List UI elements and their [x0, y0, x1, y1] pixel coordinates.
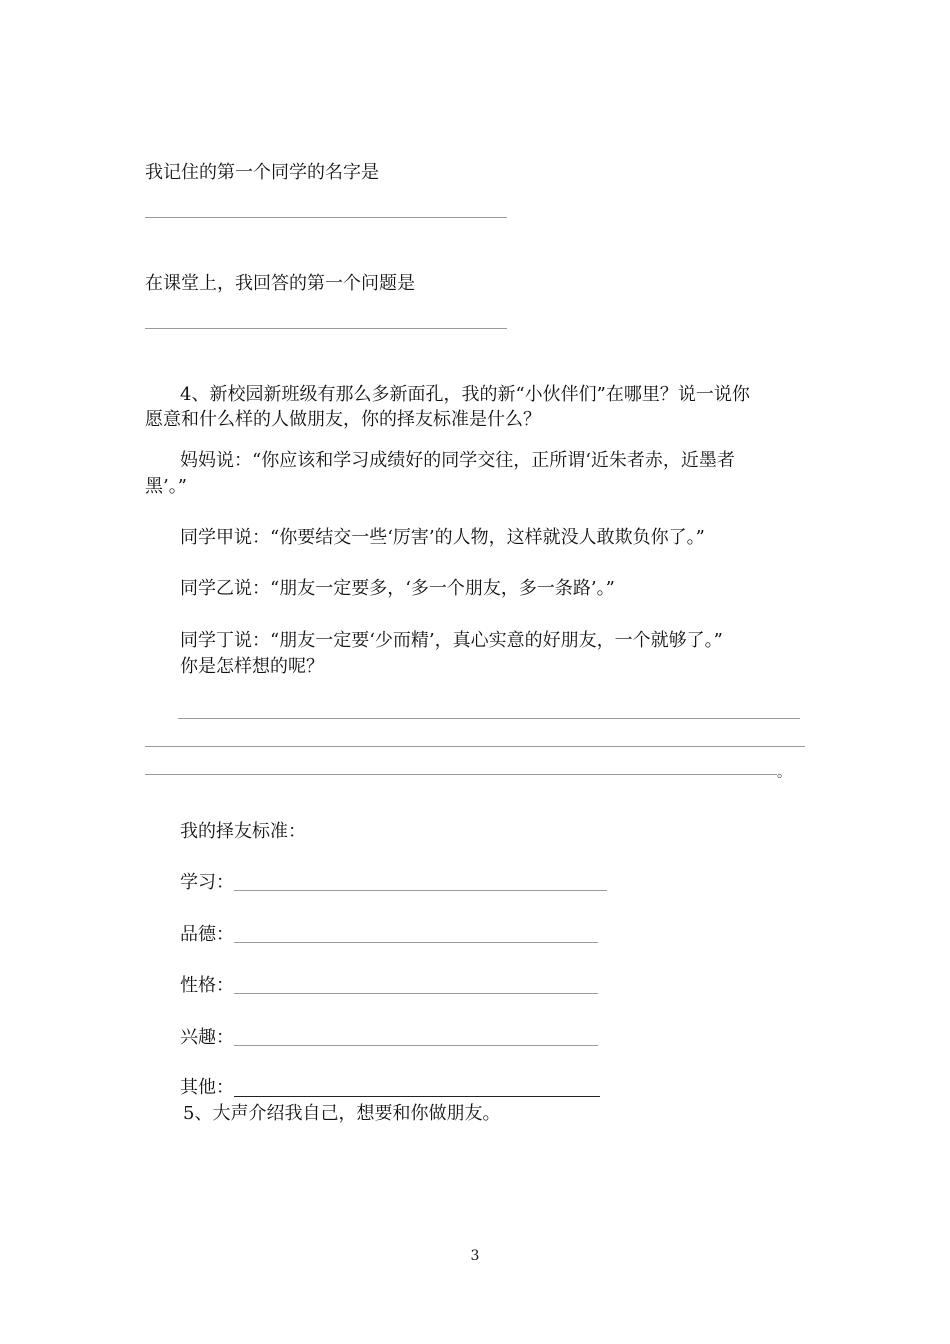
classmate-d-quote: 同学丁说：“朋友一定要‘少而精’，真心实意的好朋友，一个就够了。”: [180, 630, 723, 651]
answer-line-first-answer[interactable]: [145, 328, 507, 329]
criteria-study-label: 学习：: [180, 872, 234, 893]
question-4-line-2: 愿意和什么样的人做朋友，你的择友标准是什么？: [145, 409, 541, 430]
end-period: 。: [777, 765, 791, 781]
criteria-heading: 我的择友标准：: [180, 821, 306, 842]
criteria-personality-label: 性格：: [180, 975, 234, 996]
mom-quote-line-2: 黑’。”: [145, 476, 187, 497]
view-answer-line-1[interactable]: [178, 718, 800, 719]
criteria-interest-line[interactable]: [234, 1045, 598, 1046]
your-view-prompt: 你是怎样想的呢？: [180, 656, 324, 677]
criteria-other-label: 其他：: [180, 1077, 234, 1098]
criteria-interest-label: 兴趣：: [180, 1027, 234, 1048]
criteria-morality-line[interactable]: [234, 942, 598, 943]
view-answer-line-2[interactable]: [145, 746, 805, 747]
criteria-other-line[interactable]: [234, 1096, 600, 1097]
classmate-a-quote: 同学甲说：“你要结交一些‘厉害’的人物，这样就没人敢欺负你了。”: [180, 527, 705, 548]
criteria-study-line[interactable]: [234, 890, 607, 891]
question-5: 5、大声介绍我自己，想要和你做朋友。: [183, 1103, 501, 1124]
criteria-personality-line[interactable]: [234, 993, 598, 994]
page-number: 3: [470, 1248, 480, 1264]
prompt-first-answer: 在课堂上，我回答的第一个问题是: [145, 273, 415, 294]
criteria-morality-label: 品德：: [180, 924, 234, 945]
prompt-first-classmate: 我记住的第一个同学的名字是: [145, 162, 379, 183]
view-answer-line-3[interactable]: [145, 774, 777, 775]
question-4-line-1: 4、新校园新班级有那么多新面孔，我的新“小伙伴们”在哪里？说一说你: [180, 384, 750, 405]
mom-quote-line-1: 妈妈说：“你应该和学习成绩好的同学交往，正所谓‘近朱者赤，近墨者: [180, 450, 735, 471]
classmate-b-quote: 同学乙说：“朋友一定要多，‘多一个朋友，多一条路’。”: [180, 578, 615, 599]
answer-line-first-classmate[interactable]: [145, 217, 507, 218]
